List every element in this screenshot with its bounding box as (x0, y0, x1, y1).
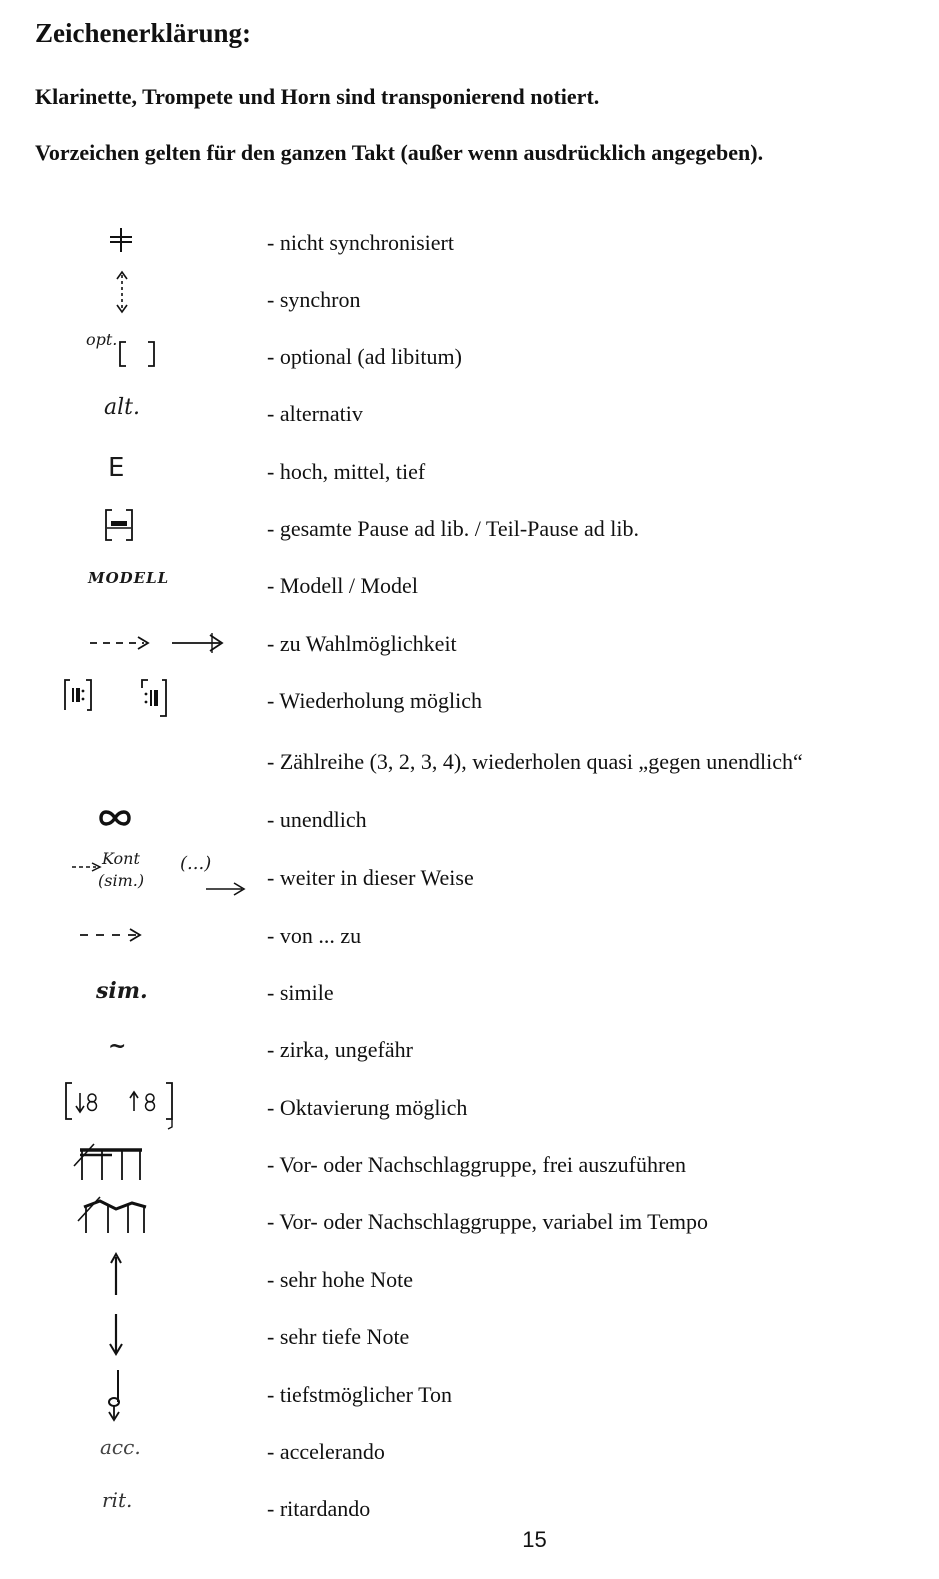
legend-item (0, 1207, 939, 1247)
legend-item (0, 1322, 939, 1362)
legend-text: - Modell / Model (267, 573, 418, 598)
transposition-note: Klarinette, Trompete und Horn sind transponierend notiert. (35, 84, 600, 109)
very-low-note-icon (106, 1312, 126, 1352)
legend-item (0, 228, 939, 268)
legend-item (0, 805, 939, 845)
optional-bracket-icon (86, 330, 166, 370)
legend-item (0, 629, 939, 669)
legend-text: - ritardando (267, 1496, 371, 1521)
grace-group-variable-icon (76, 1197, 152, 1237)
accidentals-note: Vorzeichen gelten für den ganzen Takt (außer wenn ausdrücklich angegeben). (35, 140, 764, 165)
not-synchronized-icon (108, 226, 134, 266)
choice-arrows-icon (88, 627, 228, 667)
synchronous-icon (112, 269, 132, 309)
very-high-note-icon (106, 1251, 126, 1291)
legend-text: - hoch, mittel, tief (267, 459, 426, 484)
lowest-tone-icon (104, 1368, 128, 1408)
legend-item: alt. - alternativ (0, 399, 939, 439)
legend-item (0, 686, 939, 726)
legend-text: - sehr tiefe Note (267, 1324, 410, 1349)
legend-item: E - hoch, mittel, tief (0, 457, 939, 497)
legend-item: MODELL - Modell / Model (0, 571, 939, 611)
legend-item (0, 1093, 939, 1133)
page-heading: Zeichenerklärung: (35, 18, 251, 48)
legend-text: - Vor- oder Nachschlaggruppe, variabel im Tempo (267, 1209, 708, 1234)
legend-text: - simile (267, 980, 334, 1005)
continue-icon: Kont (sim.) (...) (70, 849, 250, 889)
legend-item: rit. - ritardando (0, 1494, 939, 1534)
legend-item: acc. - accelerando (0, 1437, 939, 1477)
legend-text: - tiefstmöglicher Ton (267, 1382, 453, 1407)
legend-item (0, 285, 939, 325)
legend-item (0, 330, 939, 382)
legend-text: - zirka, ungefähr (267, 1037, 413, 1062)
legend-item (0, 1150, 939, 1190)
legend-text: - optional (ad libitum) (267, 344, 462, 369)
infinity-icon (98, 803, 132, 843)
legend-item: ~ - zirka, ungefähr (0, 1035, 939, 1075)
repeat-possible-icon (62, 676, 172, 716)
legend-text: - synchron (267, 287, 361, 312)
legend-text: - alternativ (267, 401, 363, 426)
legend-text: - accelerando (267, 1439, 385, 1464)
legend-item (0, 514, 939, 554)
legend-text: - von ... zu (267, 923, 362, 948)
legend-item (0, 1265, 939, 1305)
legend-item (0, 1380, 939, 1420)
legend-text: - gesamte Pause ad lib. / Teil-Pause ad lib. (267, 516, 639, 541)
grace-group-free-icon (72, 1144, 148, 1184)
legend-text: - sehr hohe Note (267, 1267, 414, 1292)
pause-ad-lib-icon (102, 506, 138, 546)
legend-text: - nicht synchronisiert (267, 230, 454, 255)
legend-text: - Zählreihe (3, 2, 3, 4), wiederholen quasi „gegen unendlich“ (267, 749, 803, 774)
legend-text: - Wiederholung möglich (267, 688, 482, 713)
from-to-arrow-icon (78, 921, 148, 961)
page-number: 15 (522, 1527, 547, 1552)
legend-text: - Oktavierung möglich (267, 1095, 468, 1120)
legend-item (0, 849, 939, 903)
legend-item (0, 747, 939, 787)
legend-text: - Vor- oder Nachschlaggruppe, frei auszuführen (267, 1152, 687, 1177)
legend-item (0, 921, 939, 961)
opt-label: opt. (86, 330, 118, 349)
legend-text: - unendlich (267, 807, 367, 832)
legend-item: sim. - simile (0, 978, 939, 1018)
octave-possible-icon (62, 1079, 182, 1119)
legend-text: - zu Wahlmöglichkeit (267, 631, 457, 656)
legend-text: - weiter in dieser Weise (267, 865, 474, 890)
